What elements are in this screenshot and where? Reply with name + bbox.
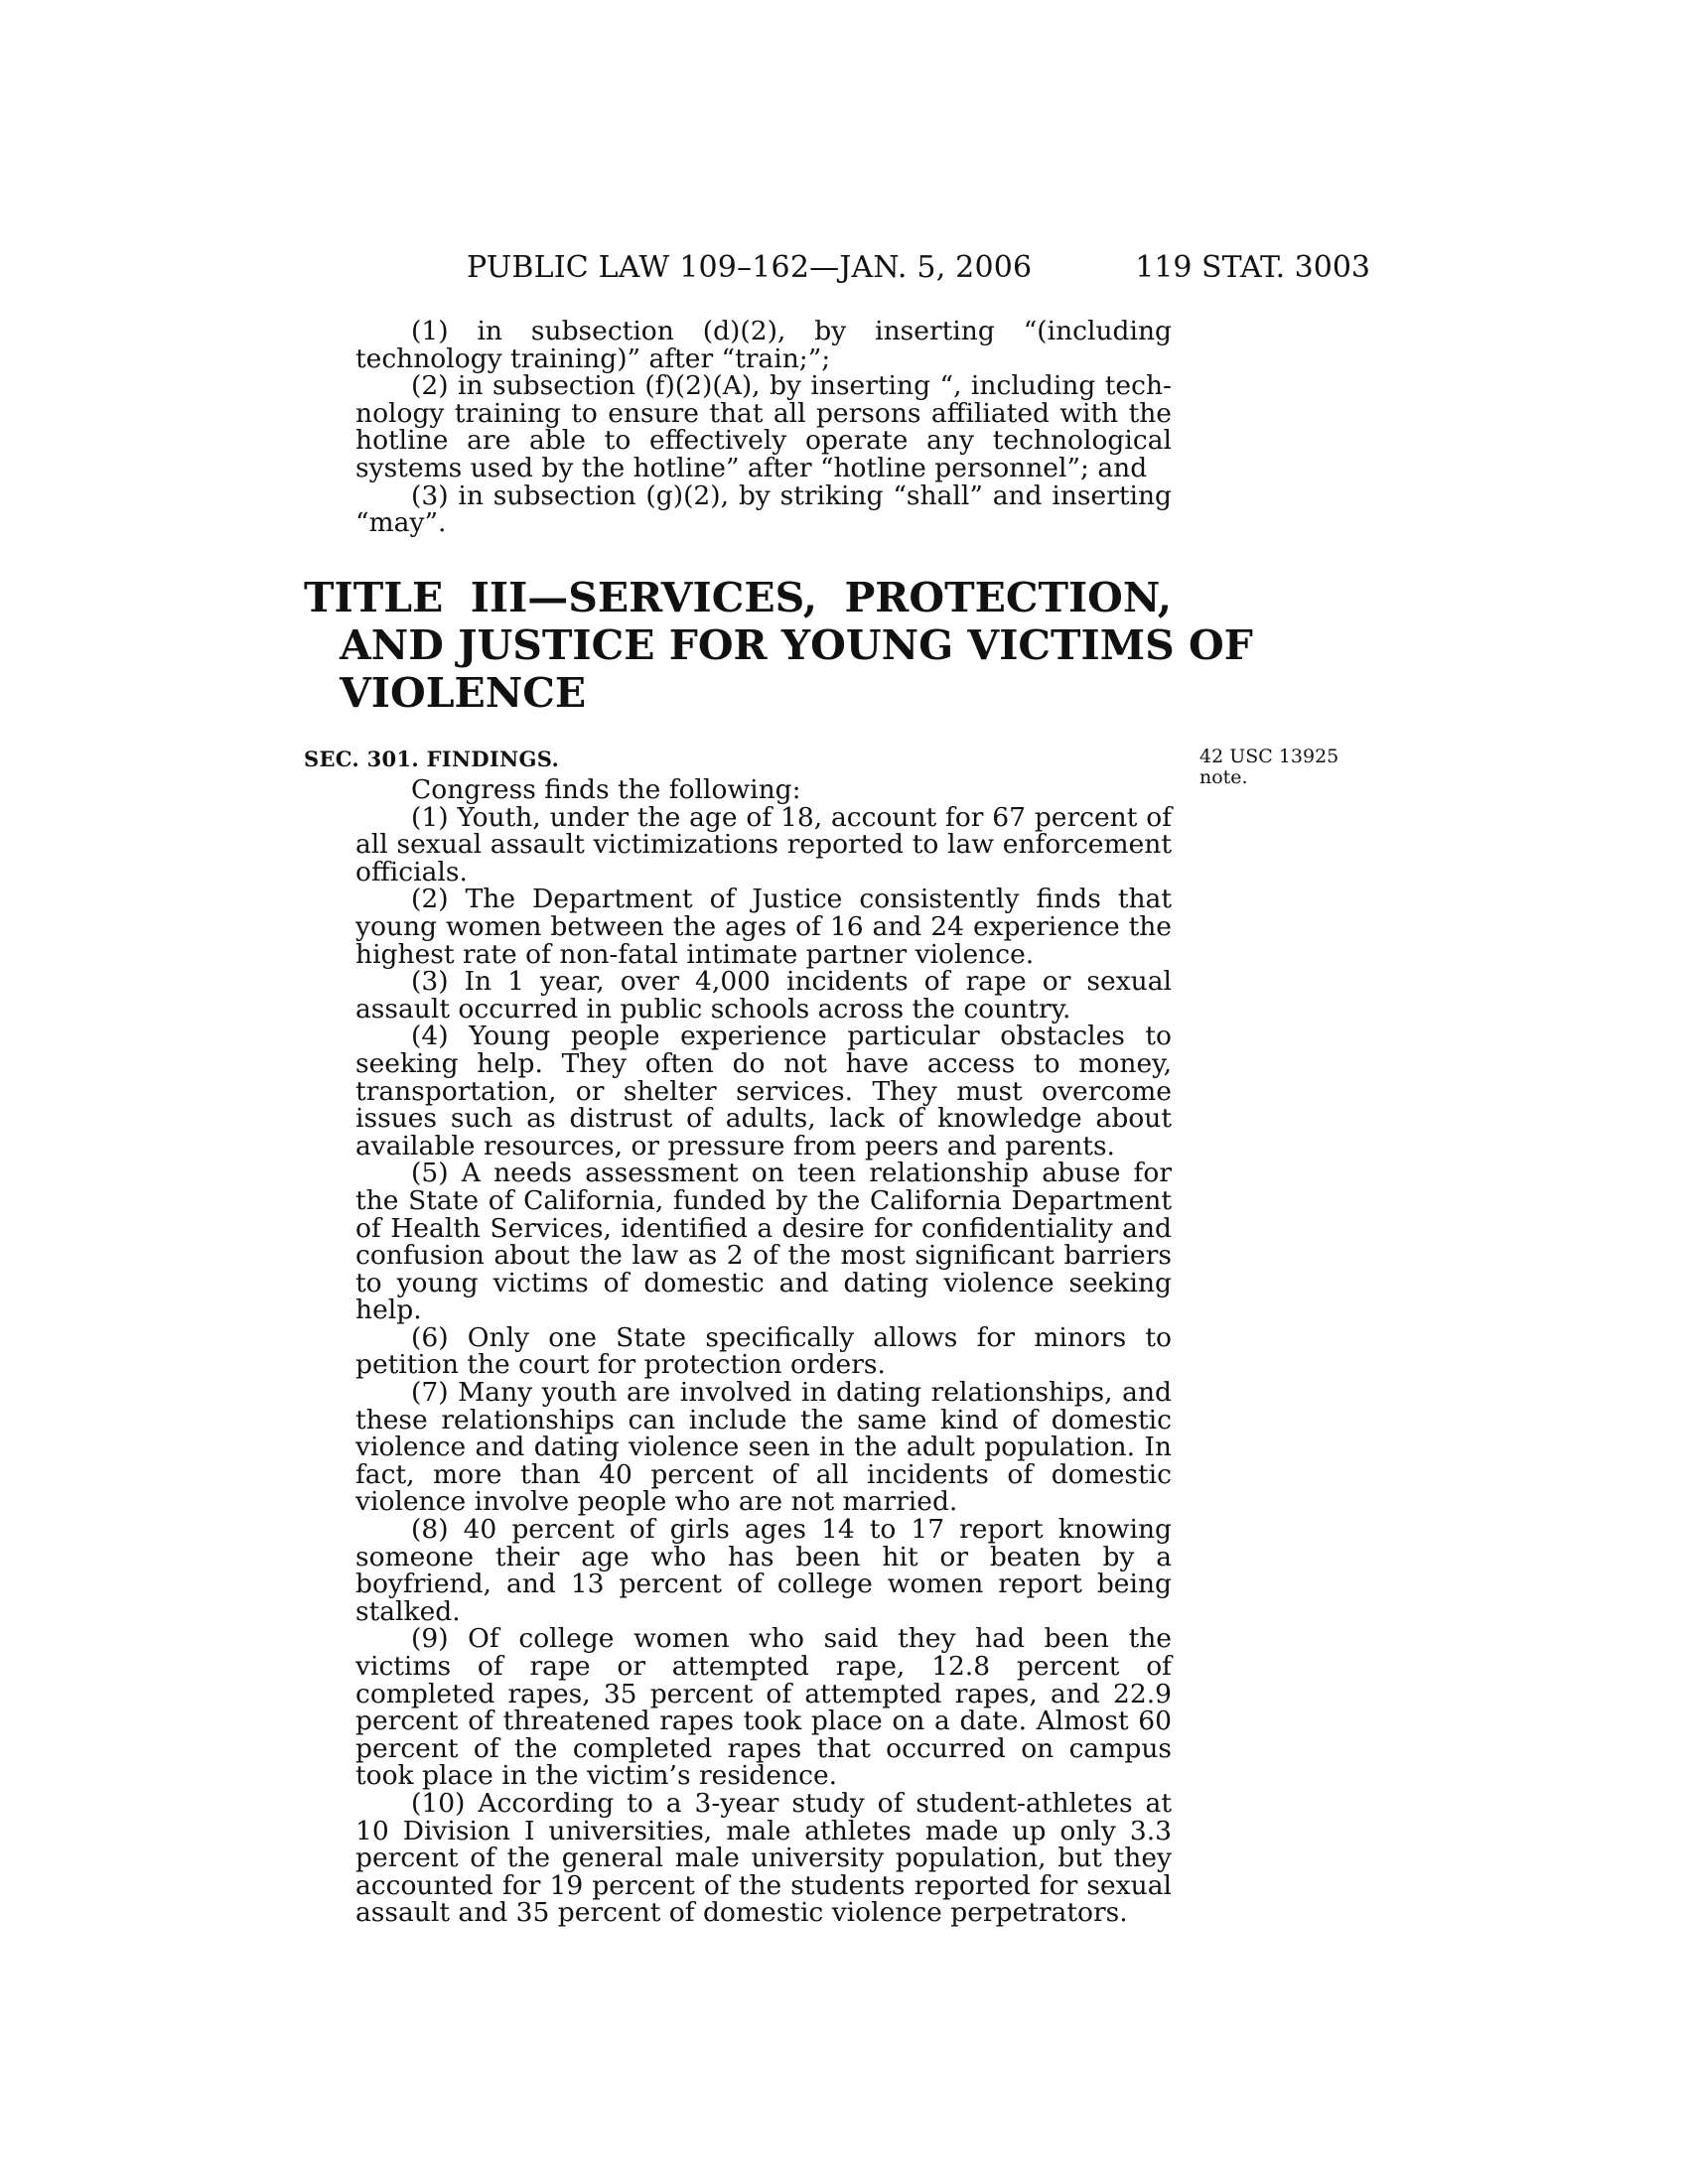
- finding-item: (9) Of college women who said they had been the victims of rape or attempted rape, 12.8 percent of completed rapes, 35 percent of attempted rapes, and 22.9 percent of threatened rapes took place on a date. Almost 60 percent of the completed rapes that occurred on campus took place in the victim’s residence.: [355, 1623, 1172, 1792]
- margin-note-suffix: note.: [1199, 766, 1248, 788]
- finding-item: (10) According to a 3-year study of student-athletes at 10 Division I universities, male athletes made up only 3.3 percent of the general male university population, but they accounted for 19 percent of the students reported for sexual assault and 35 percent of domestic violence perpetrators.: [355, 1787, 1172, 1929]
- finding-item: (4) Young people experience particular obstacles to seeking help. They often do not have access to money, transportation, or shelter services. They must overcome issues such as distrust of adults, lack of knowledge about available resources, or pressure from peers and parents.: [355, 1021, 1172, 1161]
- findings-list: [355, 776, 1172, 1927]
- margin-note: [1199, 747, 1388, 788]
- amendment-item: (3) in subsection (g)(2), by striking “shall” and inserting “may”.: [355, 479, 1172, 539]
- finding-item: (6) Only one State specifically allows for minors to petition the court for protection orders.: [355, 1321, 1172, 1381]
- finding-item: (8) 40 percent of girls ages 14 to 17 report knowing someone their age who has been hit or beaten by a boyfriend, and 13 percent of college women report being stalked.: [355, 1514, 1172, 1627]
- title-line: AND JUSTICE FOR YOUNG VICTIMS OF: [340, 621, 1253, 669]
- amendment-item: (1) in subsection (d)(2), by inserting “(including technology training)” after “train;”;: [355, 316, 1172, 374]
- title-heading: [304, 574, 1253, 717]
- finding-item: (5) A needs assessment on teen relationship abuse for the State of California, funded by the California Department of Health Services, identified a desire for confidentiality and confusion about the law as 2 of the most significant barriers to young victims of domestic and dating violence seeking help.: [355, 1158, 1172, 1326]
- amendment-list: [355, 318, 1172, 537]
- statute-page-number: 119 STAT. 3003: [1135, 250, 1370, 285]
- findings-intro: Congress finds the following:: [411, 774, 801, 805]
- finding-item: (2) The Department of Justice consistently finds that young women between the ages of 16 and 24 experience the highest rate of non-fatal intimate partner violence.: [355, 884, 1172, 970]
- page-header: [467, 248, 1370, 288]
- amendment-item: (2) in subsection (f)(2)(A), by inserting “, including technology training to ensure that all persons affiliated with the hotline are able to effectively operate any technological systems used by the hotline” after “hotline personnel”; and: [355, 370, 1172, 483]
- margin-note-citation: 42 USC 13925: [1199, 746, 1339, 767]
- running-head-title: PUBLIC LAW 109–162—JAN. 5, 2006: [467, 250, 1033, 285]
- finding-item: (3) In 1 year, over 4,000 incidents of rape or sexual assault occurred in public schools across the country.: [355, 966, 1172, 1024]
- section-heading: SEC. 301. FINDINGS.: [304, 747, 560, 771]
- title-line: VIOLENCE: [340, 669, 587, 717]
- title-line: TITLE III—SERVICES, PROTECTION,: [304, 574, 1172, 621]
- finding-item: (7) Many youth are involved in dating relationships, and these relationships can include the same kind of domestic violence and dating violence seen in the adult population. In fact, more than 40 percent of all incidents of domestic violence involve people who are not married.: [355, 1377, 1172, 1518]
- finding-item: (1) Youth, under the age of 18, account for 67 percent of all sexual assault victimizations reported to law enforcement officials.: [355, 801, 1172, 887]
